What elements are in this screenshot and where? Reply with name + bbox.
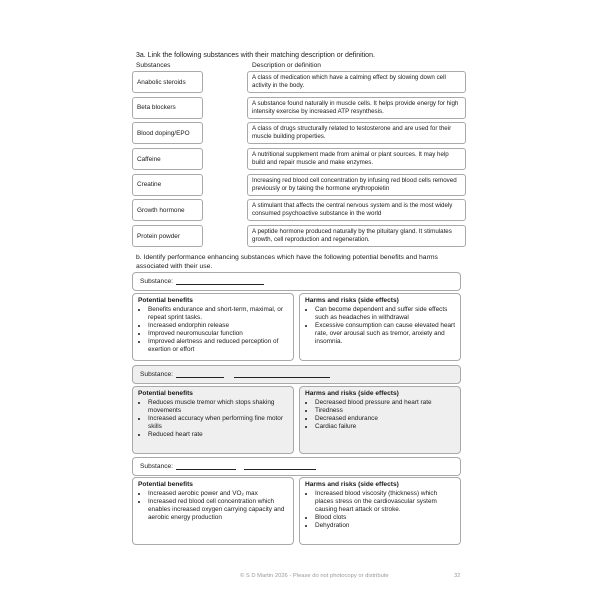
matching-pair (132, 225, 466, 251)
question-3a-instruction: 3a. Link the following substances with their matching description or definition. (136, 52, 375, 59)
matching-pair (132, 122, 466, 148)
harm-item: • Blood clots (315, 514, 455, 522)
harms-panel (299, 293, 461, 361)
substance-box[interactable]: Anabolic steroids (132, 71, 203, 93)
benefit-item: • Reduced heart rate (148, 431, 288, 439)
description-column-heading: Description or definition (252, 62, 321, 69)
benefit-item: • Increased aerobic power and VO₂ max (148, 490, 288, 498)
harm-item: • Tiredness (315, 407, 455, 415)
matching-pair (132, 148, 466, 174)
matching-pair (132, 174, 466, 200)
substance-box[interactable]: Growth hormone (132, 199, 203, 221)
harms-panel (299, 386, 461, 454)
description-box[interactable]: A class of drugs structurally related to testosterone and are used for their muscle building properties. (247, 122, 466, 144)
harm-item: • Can become dependent and suffer side effects such as headaches in withdrawal (315, 306, 455, 322)
harms-heading: Harms and risks (side effects) (305, 481, 399, 488)
harm-item: • Cardiac failure (315, 423, 455, 431)
harms-heading: Harms and risks (side effects) (305, 390, 399, 397)
substance-answer-row[interactable] (132, 272, 461, 291)
harm-item: • Decreased blood pressure and heart rate (315, 399, 455, 407)
matching-pairs-list (132, 71, 466, 251)
substance-answer-row[interactable] (132, 457, 461, 476)
benefits-panel (132, 477, 294, 545)
benefits-panel (132, 386, 294, 454)
harm-item: • Dehydration (315, 522, 455, 530)
benefits-heading: Potential benefits (138, 297, 193, 304)
benefits-heading: Potential benefits (138, 390, 193, 397)
substance-label: Substance: (140, 371, 173, 378)
answer-blank[interactable] (176, 463, 236, 470)
substances-column-heading: Substances (136, 62, 171, 69)
page-number: 32 (454, 573, 461, 579)
description-box[interactable]: A peptide hormone produced naturally by the pituitary gland. It stimulates growth, cell reproduction and regeneration. (247, 225, 466, 247)
matching-pair (132, 199, 466, 225)
harms-heading: Harms and risks (side effects) (305, 297, 399, 304)
answer-blank[interactable] (176, 371, 224, 378)
benefit-item: • Benefits endurance and short-term, maximal, or repeat sprint tasks. (148, 306, 288, 322)
copyright-notice: © S D Martin 2026 - Please do not photocopy or distribute (240, 573, 389, 579)
description-box[interactable]: A stimulant that affects the central nervous system and is the most widely consumed psychoactive substance in the world (247, 199, 466, 221)
matching-pair (132, 71, 466, 97)
description-box[interactable]: Increasing red blood cell concentration by infusing red blood cells removed previously or by taking the hormone erythropoietin (247, 174, 466, 196)
question-b-instruction: b. Identify performance enhancing substances which have the following potential benefits and harms associated with their use. (136, 254, 438, 270)
substance-box[interactable]: Creatine (132, 174, 203, 196)
matching-pair (132, 97, 466, 123)
answer-blank[interactable] (176, 278, 264, 285)
harm-item: • Decreased endurance (315, 415, 455, 423)
benefits-heading: Potential benefits (138, 481, 193, 488)
benefit-item: • Improved alertness and reduced perception of exertion or effort (148, 338, 288, 354)
harms-panel (299, 477, 461, 545)
benefit-item: • Increased endorphin release (148, 322, 288, 330)
description-box[interactable]: A class of medication which have a calming effect by slowing down cell activity in the body. (247, 71, 466, 93)
benefits-panel (132, 293, 294, 361)
answer-blank[interactable] (234, 371, 330, 378)
description-box[interactable]: A nutritional supplement made from animal or plant sources. It may help build and repair muscle and make enzymes. (247, 148, 466, 170)
substance-box[interactable]: Caffeine (132, 148, 203, 170)
substance-label: Substance: (140, 463, 173, 470)
substance-box[interactable]: Blood doping/EPO (132, 122, 203, 144)
substance-box[interactable]: Beta blockers (132, 97, 203, 119)
answer-blank[interactable] (244, 463, 316, 470)
substance-box[interactable]: Protein powder (132, 225, 203, 247)
description-box[interactable]: A substance found naturally in muscle cells. It helps provide energy for high intensity exercise by increased ATP resynthesis. (247, 97, 466, 119)
benefit-item: • Increased accuracy when performing fine motor skills (148, 415, 288, 431)
benefit-item: • Increased red blood cell concentration which enables increased oxygen carrying capacity and aerobic energy production (148, 498, 288, 522)
substance-answer-row[interactable] (132, 365, 461, 384)
substance-label: Substance: (140, 278, 173, 285)
harm-item: • Excessive consumption can cause elevated heart rate, over arousal such as tremor, anxiety and insomnia. (315, 322, 455, 346)
harm-item: • Increased blood viscosity (thickness) which places stress on the cardiovascular system causing heart attack or stroke. (315, 490, 455, 514)
benefit-item: • Improved neuromuscular function (148, 330, 288, 338)
benefit-item: • Reduces muscle tremor which stops shaking movements (148, 399, 288, 415)
